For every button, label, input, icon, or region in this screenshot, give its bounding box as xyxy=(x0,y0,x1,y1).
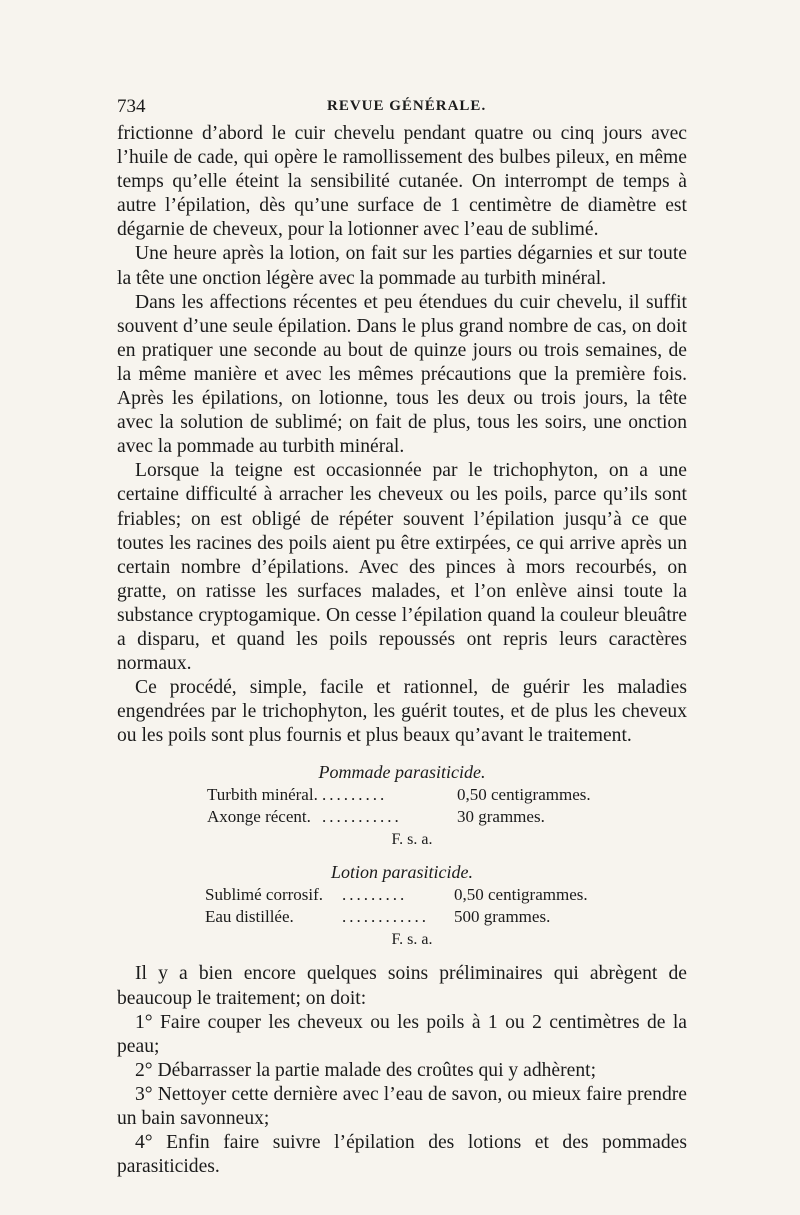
leader-dots: ............ xyxy=(342,907,429,927)
formula-pommade xyxy=(117,760,687,952)
leader-dots: ......... xyxy=(322,785,388,805)
fsa-note: F. s. a. xyxy=(391,931,433,949)
list-item: 1° Faire couper les cheveux ou les poils à 1 ou 2 centimètres de la peau; xyxy=(117,1011,687,1057)
body-text-bottom xyxy=(117,962,687,1179)
ingredient: Axonge récent. xyxy=(207,807,311,827)
leader-dots: ......... xyxy=(342,885,408,905)
formula-row xyxy=(117,906,687,928)
paragraph: Il y a bien encore quelques soins préliminaires qui abrègent de beaucoup le traitement; on doit: xyxy=(117,963,687,1009)
formula-title: Pommade parasiticide. xyxy=(318,762,486,783)
formula-title: Lotion parasiticide. xyxy=(330,862,473,883)
paragraph: Lorsque la teigne est occasionnée par le trichophyton, on a une certaine difficulté à arracher les cheveux ou les poils, parce qu’ils sont friables; on est obligé de répéter souvent l’épilation jusqu’à ce que toutes les racines des poils aient pu être extirpées, ce qui arrive après un certain nombre d’épilations. Avec des pinces à mors recourbés, on gratte, on ratisse les surfaces malades, et l’on enlève ainsi toute la substance cryptogamique. On cesse l’épilation quand la couleur bleuâtre a disparu, et quand les poils repoussés ont repris leurs caractères normaux. xyxy=(117,460,687,675)
quantity: 500 grammes. xyxy=(454,907,551,927)
formula-row xyxy=(117,784,687,806)
ingredient: Sublimé corrosif. xyxy=(205,885,324,905)
paragraph: frictionne d’abord le cuir chevelu pendant quatre ou cinq jours avec l’huile de cade, qui opère le ramollissement des bulbes pileux, en même temps qu’elle éteint la sensibilité cutanée. On interrompt de temps à autre l’épilation, dès qu’une surface de 1 centimètre de diamètre est dégarnie de cheveux, pour la lotionner avec l’eau de sublimé. xyxy=(117,123,687,241)
leader-dots: ........... xyxy=(322,807,402,827)
fsa-note: F. s. a. xyxy=(391,831,433,849)
ingredient: Turbith minéral. xyxy=(207,785,318,805)
quantity: 0,50 centigrammes. xyxy=(454,885,588,905)
running-title: REVUE GÉNÉRALE. xyxy=(327,98,487,114)
formula-row xyxy=(117,884,687,906)
list-item: 3° Nettoyer cette dernière avec l’eau de savon, ou mieux faire prendre un bain savonneux; xyxy=(117,1083,687,1129)
list-item: 4° Enfin faire suivre l’épilation des lotions et des pommades parasiticides. xyxy=(117,1132,687,1178)
list-item: 2° Débarrasser la partie malade des croûtes qui y adhèrent; xyxy=(135,1059,597,1081)
page-number: 734 xyxy=(117,96,146,117)
quantity: 30 grammes. xyxy=(457,807,545,827)
ingredient: Eau distillée. xyxy=(205,907,294,927)
page-header xyxy=(117,96,687,122)
body-text-top xyxy=(117,122,687,748)
quantity: 0,50 centigrammes. xyxy=(457,785,591,805)
paragraph: Ce procédé, simple, facile et rationnel, de guérir les maladies engendrées par le trichophyton, les guérit toutes, et de plus les cheveux ou les poils sont plus fournis et plus beaux qu’avant le traitement. xyxy=(117,677,687,747)
paragraph: Dans les affections récentes et peu étendues du cuir chevelu, il suffit souvent d’une seule épilation. Dans le plus grand nombre de cas, on doit en pratiquer une seconde au bout de quinze jours ou trois semaines, de la même manière et avec les mêmes précautions que la première fois. Après les épilations, on lotionne, tous les deux ou trois jours, la tête avec la solution de sublimé; on fait de plus, tous les soirs, une onction avec la pommade au turbith minéral. xyxy=(117,291,687,458)
paragraph: Une heure après la lotion, on fait sur les parties dégarnies et sur toute la tête une onction légère avec la pommade au turbith minéral. xyxy=(117,243,687,289)
formula-row xyxy=(117,806,687,828)
